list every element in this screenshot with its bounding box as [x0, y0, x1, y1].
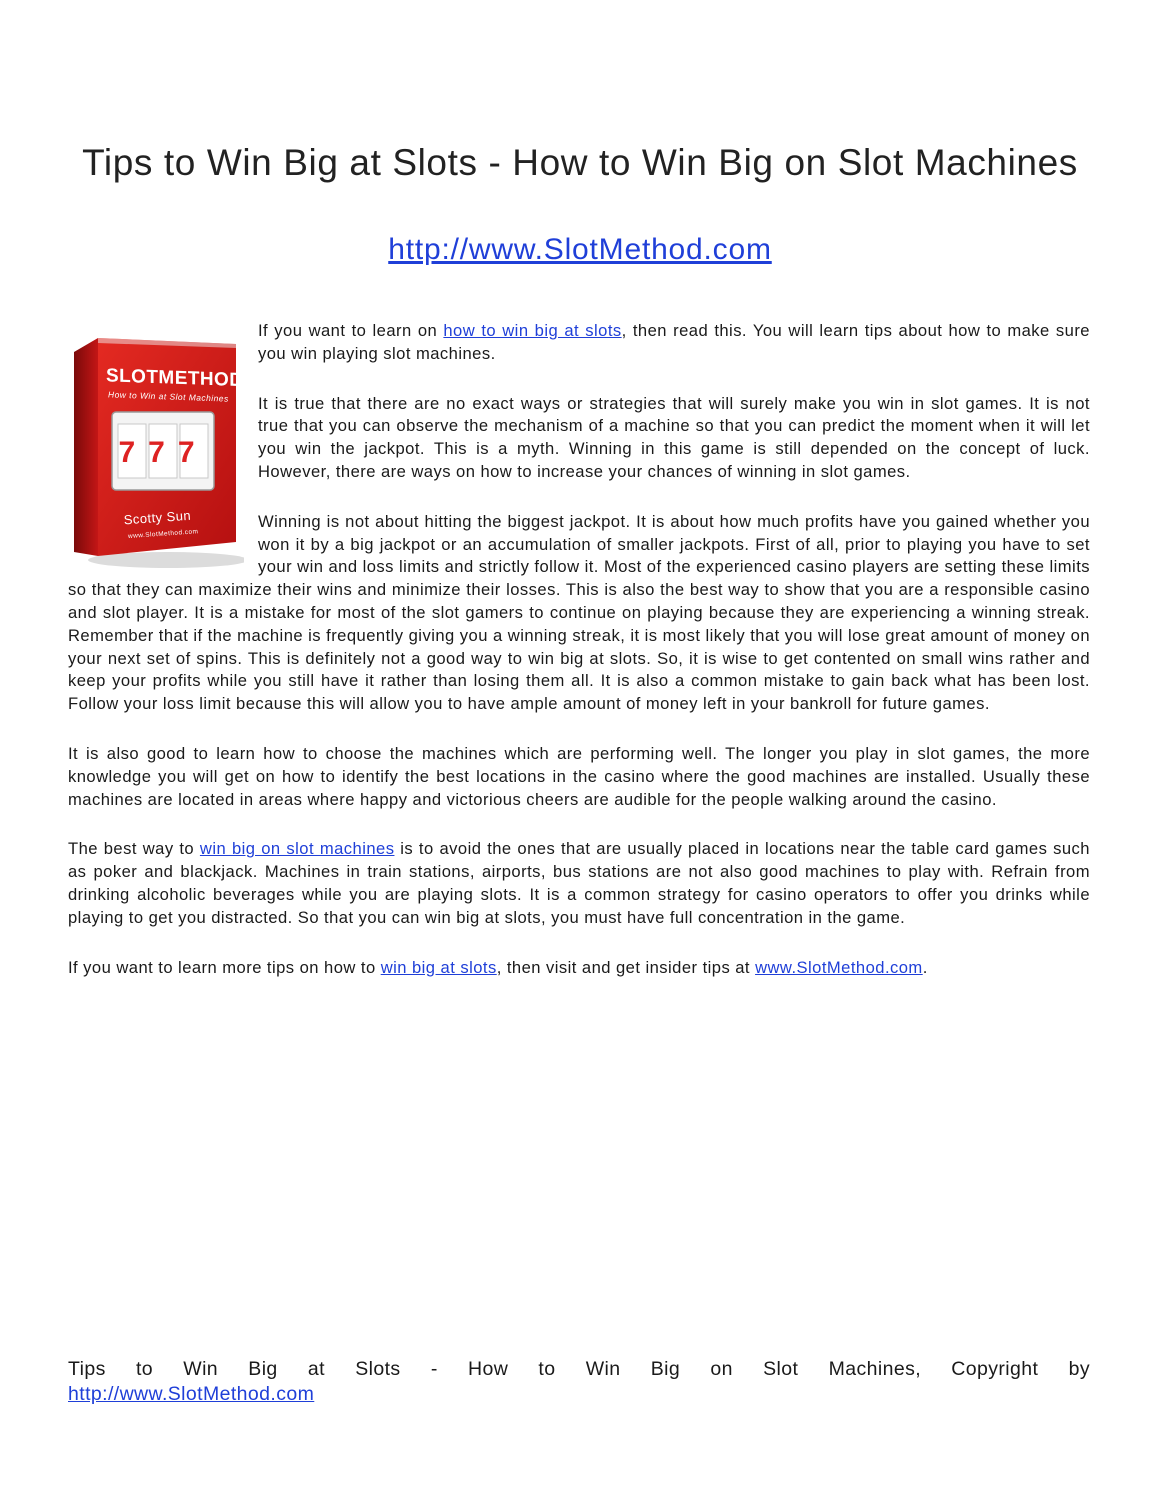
- paragraph-strategies: It is true that there are no exact ways or strategies that will surely make you win in slot games. It is not true that you can observe the mechanism of a machine so that you can predict the moment when it will let you win the jackpot. This is a myth. Winning in this game is still depended on the concept of luck. However, there are ways on how to increase your chances of winning in slot games.: [258, 393, 1090, 481]
- how-to-win-big-at-slots-link[interactable]: how to win big at slots: [443, 321, 622, 340]
- slotmethod-site-link[interactable]: www.SlotMethod.com: [755, 957, 923, 977]
- footer-copyright-text: Tips to Win Big at Slots - How to Win Big on Slot Machines, Copyright by: [68, 1358, 1090, 1380]
- paragraph-text: , then read this. You will learn tips about how to make sure you win playing slot machines.: [258, 321, 1090, 363]
- paragraph-closing: [68, 957, 1090, 980]
- paragraph-best-way: [68, 838, 1090, 929]
- svg-text:SLOTMETHOD: SLOTMETHOD: [106, 365, 244, 392]
- document-body: [68, 320, 1090, 1006]
- svg-text:Scotty Sun: Scotty Sun: [123, 507, 192, 528]
- svg-text:www.SlotMethod.com: www.SlotMethod.com: [127, 528, 199, 541]
- slot-reels: [112, 412, 214, 490]
- paragraph-text: If you want to learn more tips on how to: [68, 957, 381, 977]
- paragraph-text: .: [922, 957, 928, 977]
- paragraph-limits: Winning is not about hitting the biggest jackpot. It is about how much profits have you gained whether you won it by a big jackpot or an accumulation of smaller jackpots. First of all, prior to playing you have to set your win and loss limits and strictly follow it. Most of the experienced casino players are setting these limits so that they can maximize their wins and minimize their losses. This is also the best way to show that you are a responsible casino and slot player. It is a mistake for most of the slot gamers to continue on playing because they are experiencing a winning streak. Remember that if the machine is frequently giving you a winning streak, it is most likely that you will lose great amount of money on your next set of spins. This is definitely not a good way to win big at slots. So, it is wise to get contented on small wins rather and keep your profits while you still have it rather than losing them all. It is also a common mistake to gain back what has been lost. Follow your loss limit because this will allow you to have ample amount of money left in your bankroll for future games.: [68, 511, 1090, 714]
- paragraph-text: , then visit and get insider tips at: [496, 957, 756, 977]
- win-big-at-slots-link[interactable]: win big at slots: [380, 957, 497, 977]
- title-url-link[interactable]: http://www.SlotMethod.com: [388, 233, 772, 266]
- ebook-cover-image: [68, 324, 244, 572]
- paragraph-choose-machines: It is also good to learn how to choose the machines which are performing well. The longer you play in slot games, the more knowledge you will get on how to identify the best locations in the casino where the good machines are installed. Usually these machines are located in areas where happy and victorious cheers are audible for the people walking around the casino.: [68, 743, 1090, 809]
- win-big-on-slot-machines-link[interactable]: win big on slot machines: [199, 839, 395, 859]
- paragraph-text: If you want to learn on: [258, 321, 444, 340]
- footer-url-link[interactable]: http://www.SlotMethod.com: [68, 1383, 315, 1405]
- svg-text:How to Win at Slot Machines: How to Win at Slot Machines: [108, 389, 229, 404]
- paragraph-text: The best way to: [68, 839, 200, 859]
- page-title: Tips to Win Big at Slots - How to Win Big on Slot Machines: [82, 142, 1078, 183]
- svg-text:777: 777: [118, 436, 208, 469]
- paragraph-text: is to avoid the ones that are usually placed in locations near the table card games such as poker and blackjack. Machines in train stations, airports, bus stations are not also good machines to play with. Refrain from drinking alcoholic beverages while you are playing slots. It is a common strategy for casino operators to offer you drinks while playing to get you distracted. So that you can win big at slots, you must have full concentration in the game.: [68, 839, 1090, 927]
- page-footer: [68, 1357, 1090, 1407]
